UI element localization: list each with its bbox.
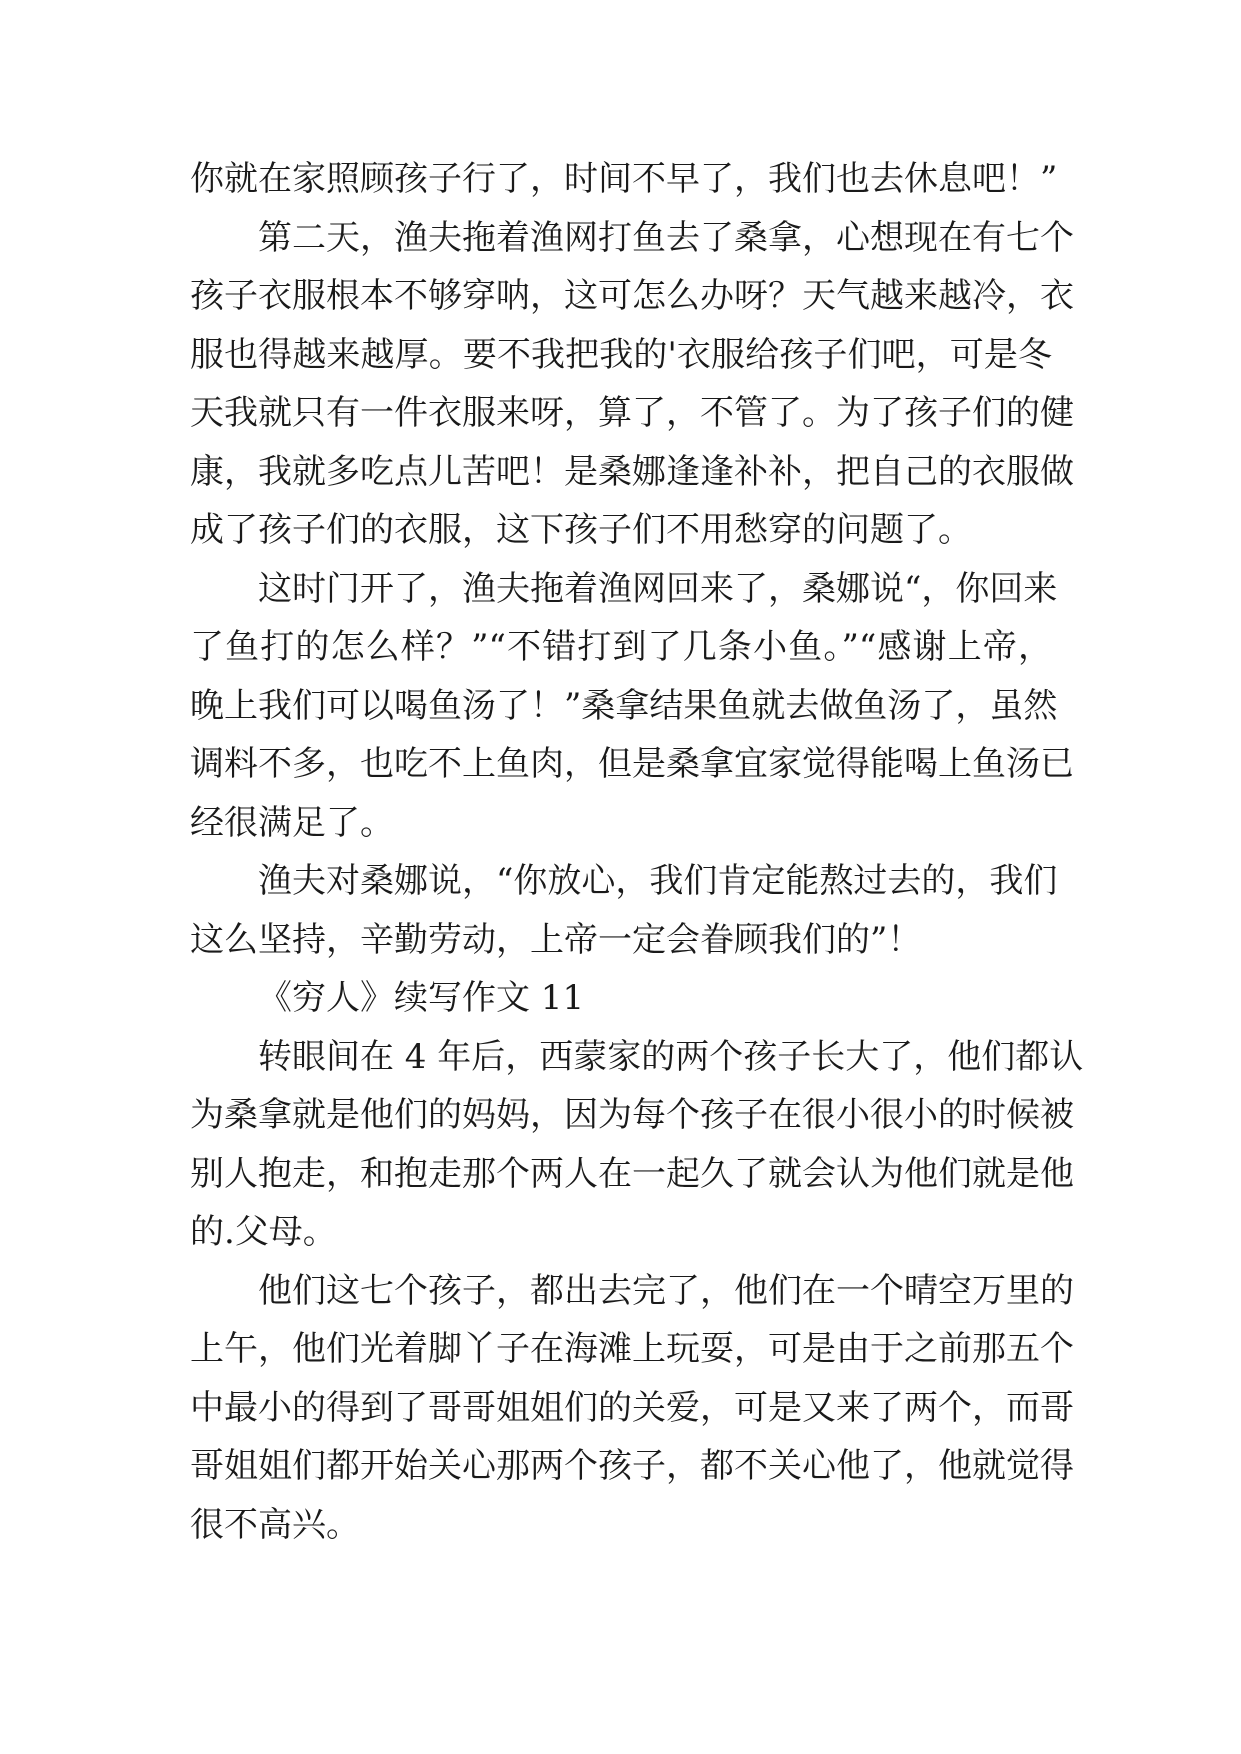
text-line: 服也得越来越厚。要不我把我的'衣服给孩子们吧，可是冬	[190, 334, 1052, 375]
text-line: 第二天，渔夫拖着渔网打鱼去了桑拿，心想现在有七个	[258, 217, 1074, 258]
text-line: 上午，他们光着脚丫子在海滩上玩耍，可是由于之前那五个	[190, 1329, 1074, 1369]
document-body	[190, 150, 1084, 1554]
text-line: 中最小的得到了哥哥姐姐们的关爱，可是又来了两个，而哥	[190, 1387, 1074, 1428]
text-line: 这么坚持，辛勤劳动，上帝一定会眷顾我们的”！	[190, 919, 922, 960]
text-line: 渔夫对桑娜说，“你放心，我们肯定能熬过去的，我们	[258, 861, 1058, 901]
text-line: 哥姐姐们都开始关心那两个孩子，都不关心他了，他就觉得	[190, 1446, 1074, 1486]
text-line: 转眼间在 4 年后，西蒙家的两个孩子长大了，他们都认	[258, 1036, 1084, 1077]
text-line: 他们这七个孩子，都出去完了，他们在一个晴空万里的	[258, 1270, 1074, 1311]
text-line: 天我就只有一件衣服来呀，算了，不管了。为了孩子们的健	[190, 393, 1074, 433]
text-line: 成了孩子们的衣服，这下孩子们不用愁穿的问题了。	[190, 510, 972, 550]
text-line: 别人抱走，和抱走那个两人在一起久了就会认为他们就是他	[190, 1153, 1074, 1194]
text-line: 很不高兴。	[190, 1504, 360, 1545]
text-line: 调料不多，也吃不上鱼肉，但是桑拿宜家觉得能喝上鱼汤已	[190, 744, 1074, 784]
text-line: 了鱼打的怎么样？”“不错打到了几条小鱼。”“感谢上帝，	[190, 627, 1052, 667]
text-line: 经很满足了。	[190, 802, 394, 843]
text-line: 你就在家照顾孩子行了，时间不早了，我们也去休息吧！”	[190, 159, 1058, 199]
text-line: 为桑拿就是他们的妈妈，因为每个孩子在很小很小的时候被	[190, 1095, 1074, 1135]
text-line: 孩子衣服根本不够穿呐，这可怎么办呀？天气越来越冷，衣	[190, 276, 1074, 316]
text-line: 康，我就多吃点儿苦吧！是桑娜逢逢补补，把自己的衣服做	[190, 451, 1074, 492]
text-line: 晚上我们可以喝鱼汤了！”桑拿结果鱼就去做鱼汤了，虽然	[190, 685, 1058, 726]
text-line: 这时门开了，渔夫拖着渔网回来了，桑娜说“，你回来	[258, 568, 1058, 609]
section-heading: 《穷人》续写作文 11	[258, 978, 585, 1018]
text-line: 的.父母。	[190, 1212, 337, 1252]
